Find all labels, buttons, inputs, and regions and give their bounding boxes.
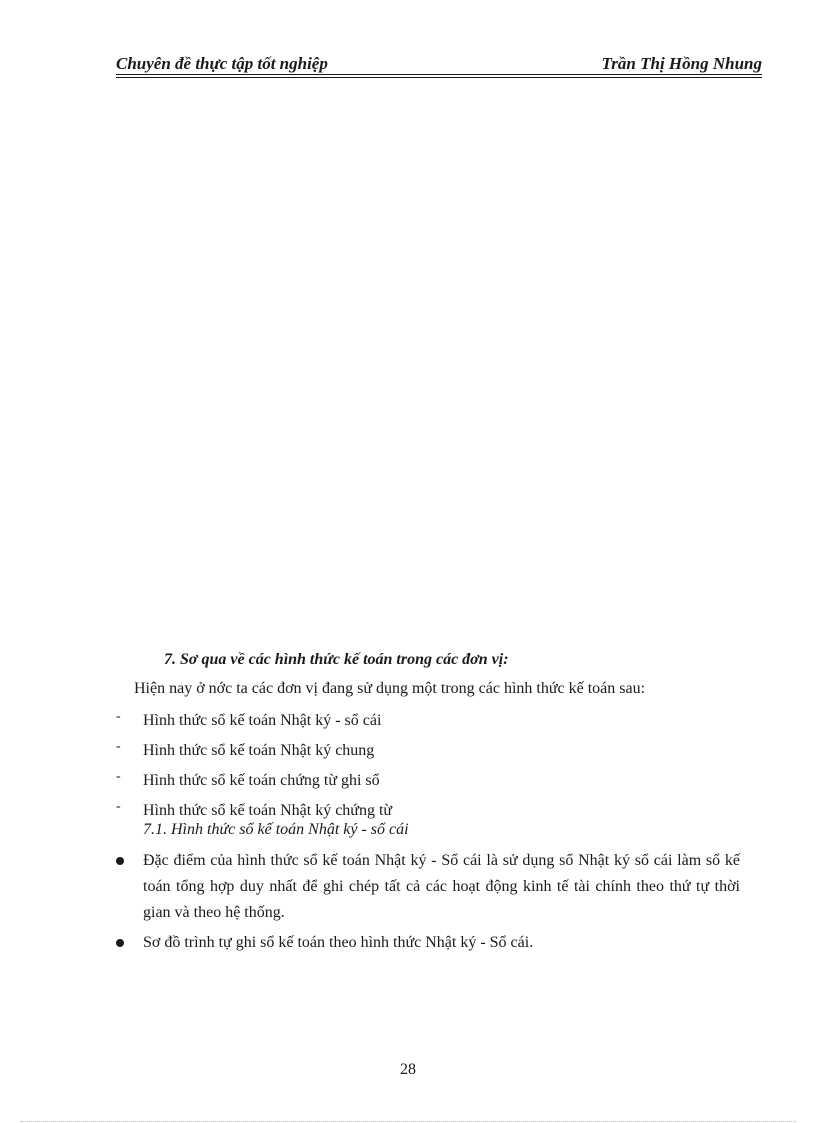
bullet-dot-icon (116, 939, 124, 947)
list-item-text: Hình thức sổ kế toán Nhật ký chứng từ (143, 802, 393, 819)
list-item (116, 736, 740, 766)
dash-marker: - (116, 709, 121, 724)
page-header (116, 53, 762, 75)
bullet-text: Sơ đồ trình tự ghi sổ kế toán theo hình thức Nhật ký - Sổ cái. (143, 934, 534, 951)
bullet-text: Đặc điểm của hình thức sổ kế toán Nhật ký - Sổ cái là sử dụng sổ Nhật ký sổ cái làm sổ kế toán tổng hợp duy nhất để ghi chép tất cả các hoạt động kinh tế tài chính theo thứ tự thời gian và theo hệ thống. (143, 852, 740, 921)
dash-marker: - (116, 799, 121, 814)
list-item-text: Hình thức sổ kế toán chứng từ ghi sổ (143, 772, 380, 789)
header-rule-thick (116, 74, 762, 75)
list-item-text: Hình thức sổ kế toán Nhật ký chung (143, 742, 375, 759)
section-heading: 7. Sơ qua về các hình thức kế toán trong các đơn vị: (164, 651, 509, 668)
dash-marker: - (116, 739, 121, 754)
bullet-dot-icon (116, 857, 124, 865)
accounting-forms-list (116, 706, 740, 826)
header-document-title: Chuyên đề thực tập tốt nghiệp (116, 54, 328, 73)
list-item (116, 706, 740, 736)
subsection-heading: 7.1. Hình thức sổ kế toán Nhật ký - sổ cái (143, 821, 409, 838)
list-item (116, 766, 740, 796)
page-content (116, 648, 740, 960)
list-item (116, 796, 740, 826)
list-item-text: Hình thức sổ kế toán Nhật ký - sổ cái (143, 712, 382, 729)
dash-marker: - (116, 769, 121, 784)
list-item (116, 930, 740, 956)
header-author-name: Trần Thị Hồng Nhung (601, 54, 762, 73)
page-bottom-dotted-rule (20, 1121, 796, 1122)
intro-paragraph: Hiện nay ở nớc ta các đơn vị đang sử dụng một trong các hình thức kế toán sau: (134, 680, 646, 697)
header-rule-thin (116, 77, 762, 78)
bullet-list (116, 848, 740, 956)
list-item (116, 848, 740, 926)
page-number: 28 (400, 1061, 416, 1078)
